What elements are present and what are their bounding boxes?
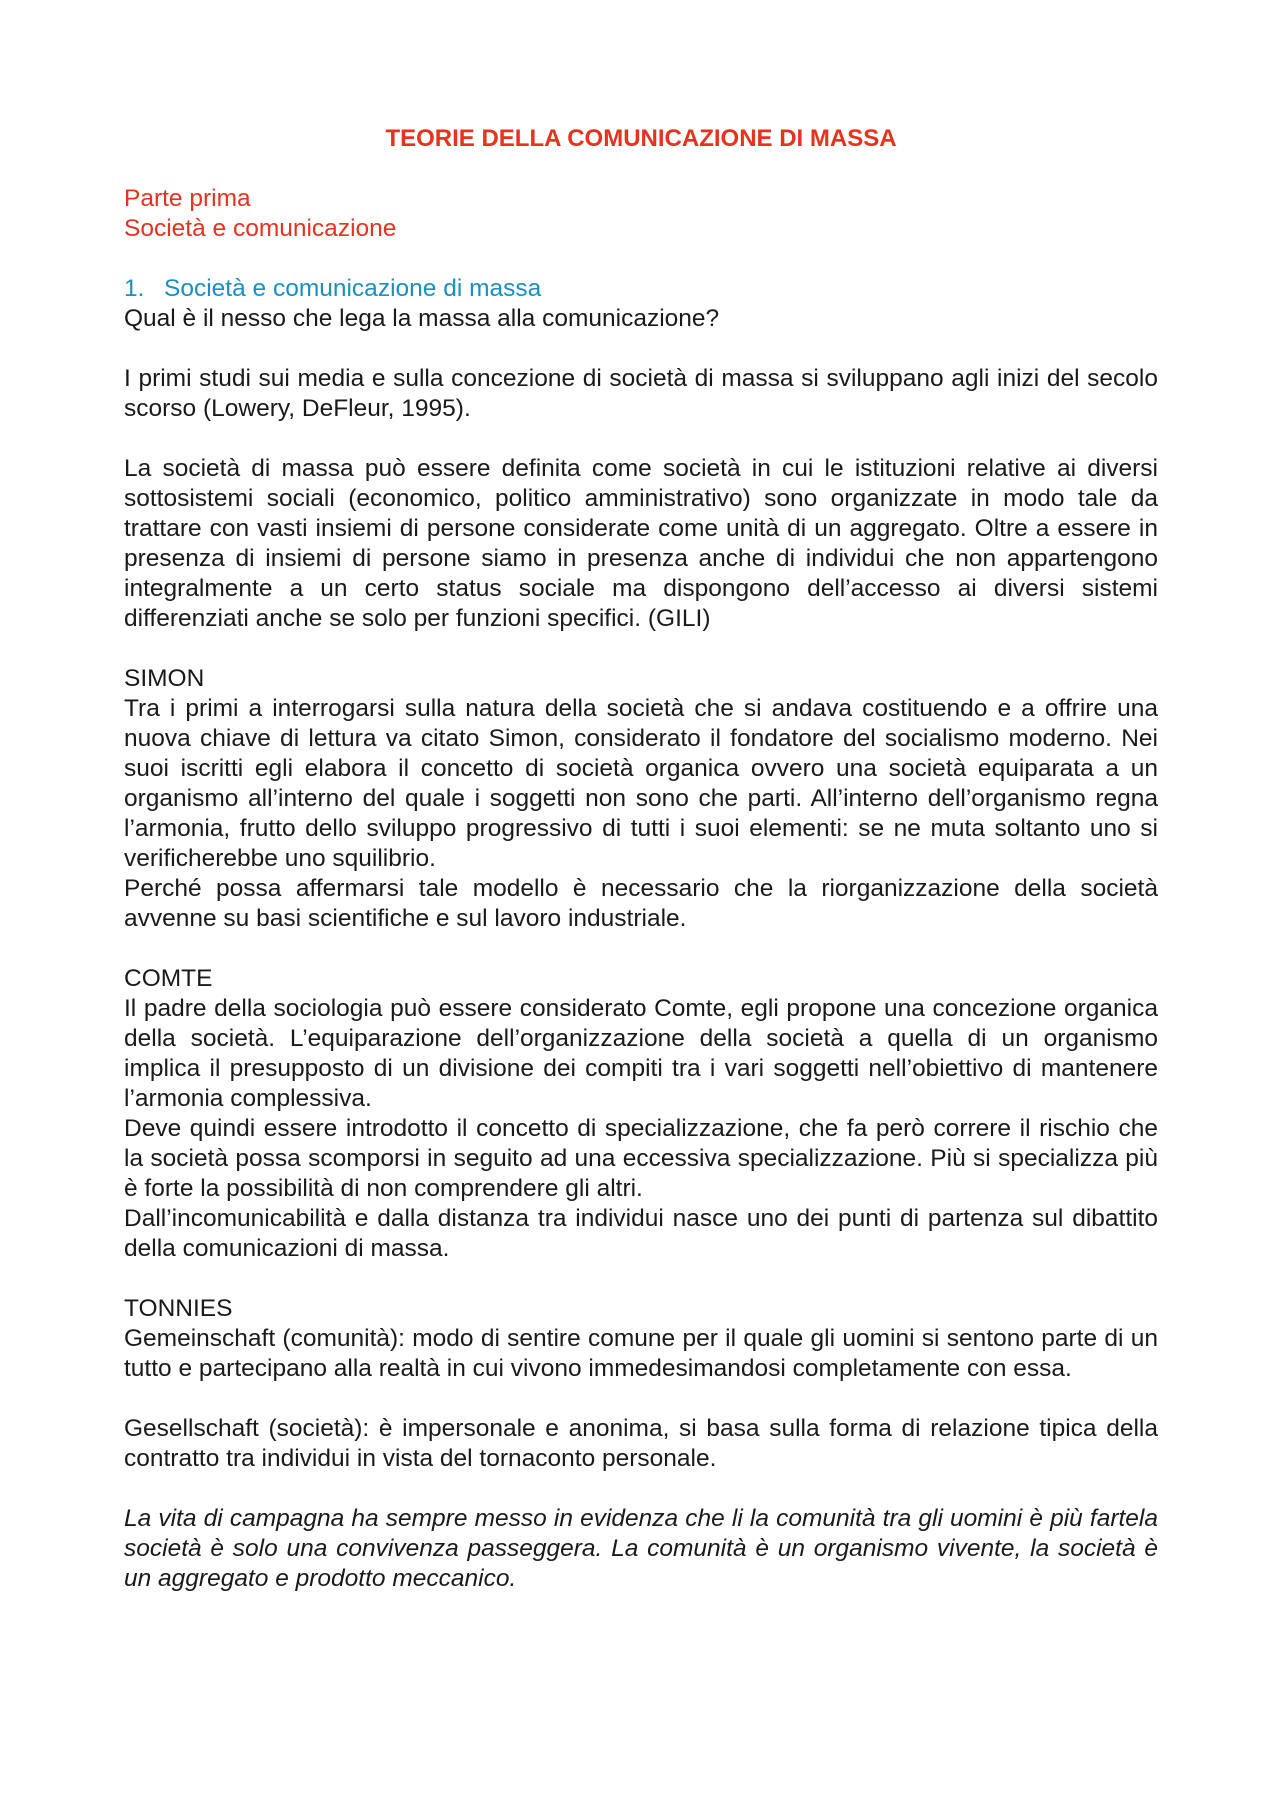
tonnies-quote: La vita di campagna ha sempre messo in evidenza che li la comunità tra gli uomini è più fartela società è solo una convivenza passeggera. La comunità è un organismo vivente, la società è un aggregato e prodotto meccanico. [124, 1505, 1158, 1592]
intro-paragraph: I primi studi sui media e sulla concezione di società di massa si sviluppano agli inizi del secolo scorso (Lowery, DeFleur, 1995). [124, 365, 1158, 422]
spacer [124, 934, 1158, 964]
simon-paragraph-2: Perché possa affermarsi tale modello è necessario che la riorganizzazione della società avvenne su basi scientifiche e sul lavoro industriale. [124, 875, 1158, 932]
spacer [124, 334, 1158, 364]
spacer [124, 1384, 1158, 1414]
part-title: Società e comunicazione [124, 215, 397, 242]
section-question: Qual è il nesso che lega la massa alla comunicazione? [124, 305, 720, 332]
section-heading [124, 274, 1158, 304]
comte-paragraph-2: Deve quindi essere introdotto il concetto di specializzazione, che fa però correre il rischio che la società possa scomporsi in seguito ad una eccessiva specializzazione. Più si specializza più è forte la possibilità di non comprendere gli altri. [124, 1115, 1158, 1202]
part-label: Parte prima [124, 185, 251, 212]
spacer [124, 424, 1158, 454]
definition-paragraph: La società di massa può essere definita come società in cui le istituzioni relative ai diversi sottosistemi sociali (economico, politico amministrativo) sono organizzate in modo tale da trattare con vasti insiemi di persone considerate come unità di un aggregato. Oltre a essere in presenza di insiemi di persone siamo in presenza anche di individui che non appartengono integralmente a un certo status sociale ma dispongono dell’accesso ai diversi sistemi differenziati anche se solo per funzioni specifici. (GILI) [124, 455, 1158, 632]
gemeinschaft-paragraph: Gemeinschaft (comunità): modo di sentire comune per il quale gli uomini si sentono parte di un tutto e partecipano alla realtà in cui vivono immedesimandosi completamente con essa. [124, 1325, 1158, 1382]
tonnies-label: TONNIES [124, 1295, 233, 1322]
document-title: TEORIE DELLA COMUNICAZIONE DI MASSA [385, 125, 897, 152]
section-number: 1. [124, 275, 145, 302]
section-title: Società e comunicazione di massa [164, 275, 542, 302]
spacer [124, 244, 1158, 274]
simon-paragraph-1: Tra i primi a interrogarsi sulla natura della società che si andava costituendo e a offrire una nuova chiave di lettura va citato Simon, considerato il fondatore del socialismo moderno. Nei suoi iscritti egli elabora il concetto di società organica ovvero una società equiparata a un organismo all’interno del quale i soggetti non sono che parti. All’interno dell’organismo regna l’armonia, frutto dello sviluppo progressivo di tutti i suoi elementi: se ne muta soltanto uno si verificherebbe uno squilibrio. [124, 695, 1158, 872]
spacer [124, 1474, 1158, 1504]
gesellschaft-paragraph: Gesellschaft (società): è impersonale e anonima, si basa sulla forma di relazione tipica della contratto tra individui in vista del tornaconto personale. [124, 1415, 1158, 1472]
comte-label: COMTE [124, 965, 213, 992]
spacer [124, 1264, 1158, 1294]
comte-paragraph-1: Il padre della sociologia può essere considerato Comte, egli propone una concezione organica della società. L’equiparazione dell’organizzazione della società a quella di un organismo implica il presupposto di un divisione dei compiti tra i vari soggetti nell’obiettivo di mantenere l’armonia complessiva. [124, 995, 1158, 1112]
spacer [124, 634, 1158, 664]
comte-paragraph-3: Dall’incomunicabilità e dalla distanza tra individui nasce uno dei punti di partenza sul dibattito della comunicazioni di massa. [124, 1205, 1158, 1262]
simon-label: SIMON [124, 665, 205, 692]
